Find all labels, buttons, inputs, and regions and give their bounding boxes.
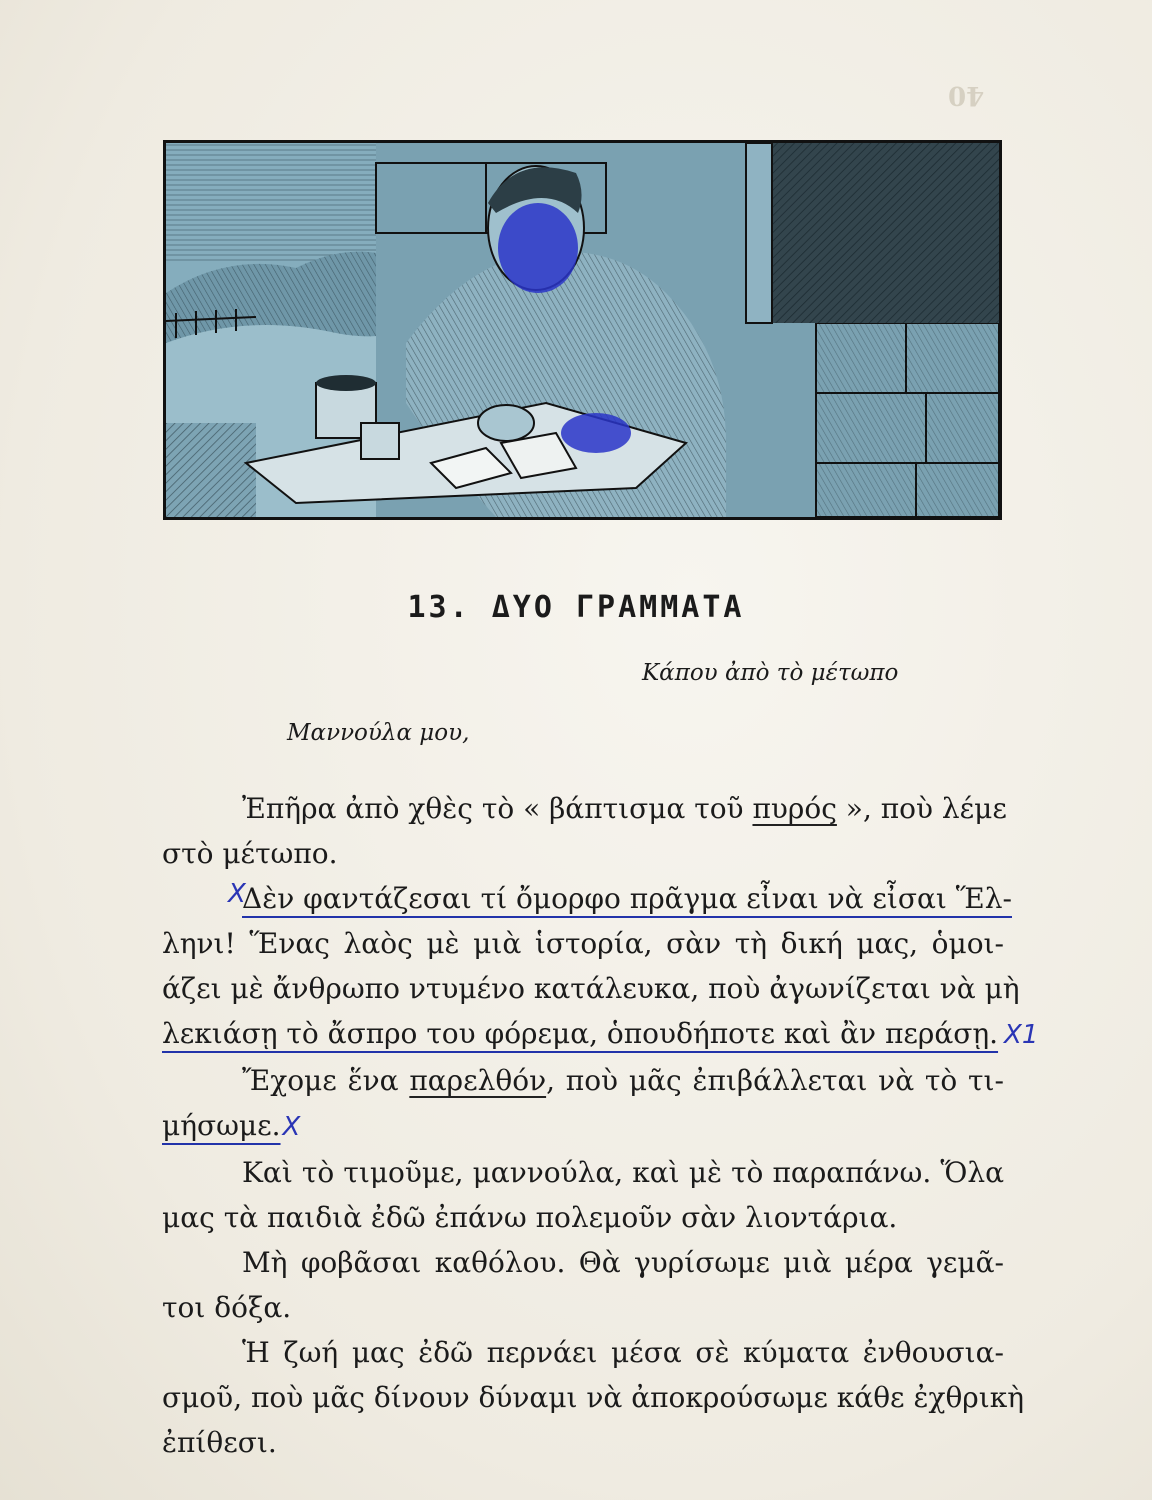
text-line: τοι δόξα. [162,1291,292,1324]
text-line: Καὶ τὸ τιμοῦμε, μαννούλα, καὶ μὲ τὸ παραπάνω. Ὅλα [242,1156,1004,1189]
letter-body [162,786,1039,1465]
text-line: μας τὰ παιδιὰ ἐδῶ ἐπάνω πολεμοῦν σὰν λιοντάρια. [162,1201,898,1234]
text-line: λεκιάσῃ τὸ ἄσπρο του φόρεμα, ὁπουδήποτε καὶ ἂν περάσῃ. X1 [162,1017,1039,1050]
underlined-word: παρελθόν [409,1064,547,1097]
text-line: στὸ μέτωπο. [162,837,338,870]
text-line: άζει μὲ ἄνθρωπο ντυμένο κατάλευκα, ποὺ ἀγωνίζεται νὰ μὴ [162,972,1020,1005]
text-line: Μὴ φοβᾶσαι καθόλου. Θὰ γυρίσωμε μιὰ μέρα γεμᾶ- [242,1246,1004,1279]
chapter-title: 13. ΔΥΟ ΓΡΑΜΜΑΤΑ [407,590,745,625]
pen-mark: X [282,1112,301,1142]
text-line: X Δὲν φαντάζεσαι τί ὄμορφο πρᾶγμα εἶναι νὰ εἶσαι Ἕλ- [162,876,1004,921]
letter-greeting: Μαννούλα μου, [287,720,470,746]
text-line: ληνι! Ἕνας λαὸς μὲ μιὰ ἱστορία, σὰν τὴ δική μας, ὁμοι- [162,927,1004,960]
soldier-writing-illustration [163,140,1002,520]
pen-mark: X [228,879,246,909]
text-line: Ἔχομε ἕνα παρελθόν, ποὺ μᾶς ἐπιβάλλεται νὰ τὸ τι- [242,1064,1004,1097]
text-line: σμοῦ, ποὺ μᾶς δίνουν δύναμι νὰ ἀποκρούσωμε κάθε ἐχθρικὴ [162,1381,1025,1414]
underlined-word: πυρός [752,792,837,825]
pen-mark: X1 [1004,1020,1039,1050]
text-line: Ἡ ζωή μας ἐδῶ περνάει μέσα σὲ κύματα ἐνθουσια- [242,1336,1004,1369]
text-line: μήσωμε.X [162,1109,301,1142]
letter-place: Κάπου ἀπὸ τὸ μέτωπο [642,660,899,686]
text-line: Ἐπῆρα ἀπὸ χθὲς τὸ « βάπτισμα τοῦ πυρός », ποὺ λέμε [242,792,1007,825]
text-line: ἐπίθεσι. [162,1426,277,1459]
page-number: 40 [947,80,984,110]
